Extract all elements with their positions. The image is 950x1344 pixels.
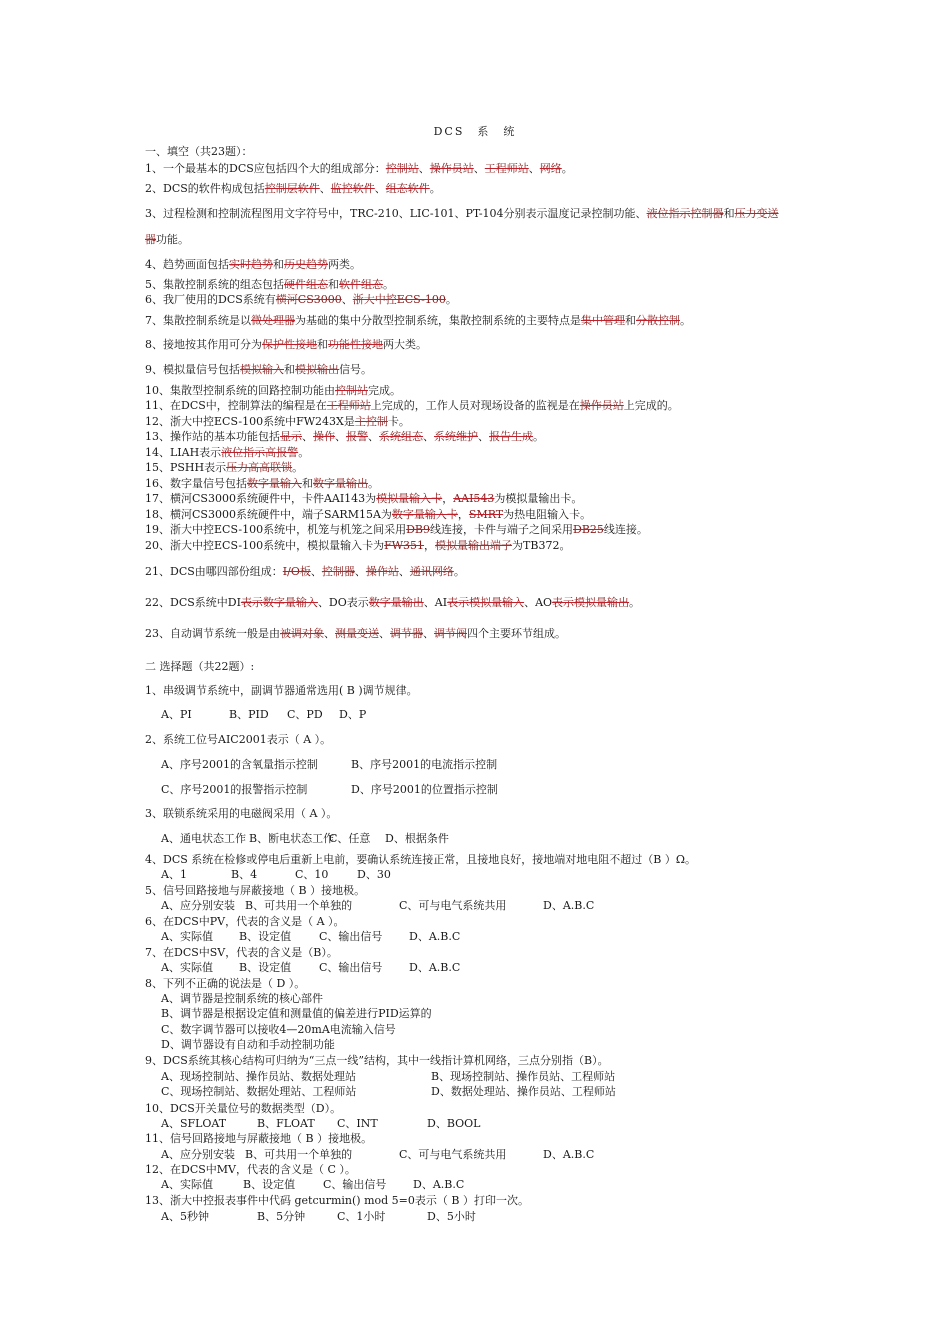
fill-question <box>145 383 845 398</box>
option-text: D、5小时 <box>427 1210 476 1223</box>
option-text: C、输出信号 <box>319 961 383 974</box>
question-number: 2 <box>145 182 152 195</box>
question-number: 15 <box>145 461 159 474</box>
question-text: 、在DCS中，控制算法的编程是在 <box>159 399 327 412</box>
question-text: 、横河CS3000系统硬件中，端子SARM15A为 <box>159 508 392 521</box>
fill-question <box>145 522 845 537</box>
question-number: 5 <box>145 278 152 291</box>
choice-question <box>145 1193 845 1208</box>
question-text: 。 <box>561 162 573 175</box>
option-text: C、输出信号 <box>319 930 383 943</box>
choice-question <box>145 683 845 698</box>
question-text: 、集散型控制系统的回路控制功能由 <box>159 384 335 397</box>
question-text: 、DCS系统中DI <box>159 596 241 609</box>
answer-text: 被调对象 <box>280 627 324 640</box>
fill-question <box>145 277 845 292</box>
question-text: 。 <box>453 565 465 578</box>
fill-question <box>145 445 845 460</box>
answer-text: 微处理器 <box>251 314 295 327</box>
choice-question <box>145 1101 845 1116</box>
answer-text: 模拟输入 <box>240 363 284 376</box>
question-number: 13 <box>145 430 159 443</box>
answer-text: 通讯网络 <box>409 565 454 578</box>
page-title: DCS 系 统 <box>433 125 517 138</box>
question-text: 、AI <box>423 596 448 609</box>
question-text: 12、在DCS中MV，代表的含义是（ C ）。 <box>145 1163 356 1176</box>
option-text: A、应分别安装 <box>161 899 235 912</box>
question-text: 、趋势画面包括 <box>152 258 229 271</box>
choice-question <box>145 914 845 929</box>
answer-text: 压力高高联锁 <box>226 461 293 474</box>
answer-text: 压力变送 <box>734 207 779 220</box>
option-text: B、5分钟 <box>257 1210 306 1223</box>
fill-question <box>145 414 845 429</box>
question-text: 卡。 <box>387 415 410 428</box>
question-text: 2、系统工位号AIC2001表示（ A ）。 <box>145 733 332 746</box>
option-text: B、可共用一个单独的 <box>245 899 353 912</box>
question-text: 为模拟量输出卡。 <box>494 492 583 505</box>
option-text: B、现场控制站、操作员站、工程师站 <box>431 1070 616 1083</box>
answer-text: DB9 <box>406 523 431 536</box>
option-text: D、P <box>339 708 367 721</box>
question-text: 、 <box>478 430 489 443</box>
question-text: 和 <box>273 258 284 271</box>
question-number: 4 <box>145 258 152 271</box>
answer-text: 实时趋势 <box>229 258 273 271</box>
question-number: 9 <box>145 363 152 376</box>
question-text: 、DCS的软件构成包括 <box>152 182 265 195</box>
question-text: 4、DCS 系统在检修或停电后重新上电前，要确认系统连接正常，且接地良好，接地端对地电阻不超过（B ）Ω。 <box>145 853 696 866</box>
answer-text: 表示模拟量输出 <box>552 596 630 609</box>
section-heading-text: 一、填空（共23题）： <box>145 145 253 158</box>
answer-text: 控制器 <box>321 565 355 578</box>
question-text: 、过程检测和控制流程图用文字符号中，TRC-210、LIC-101、PT-104分别表示温度记录控制功能、 <box>152 207 647 220</box>
question-text: 为TB372。 <box>512 539 571 552</box>
question-text: 5、信号回路接地与屏蔽接地（ B ）接地极。 <box>145 884 366 897</box>
option-text: C、1小时 <box>337 1210 386 1223</box>
option-text: D、A.B.C <box>409 961 461 974</box>
question-text: ， <box>442 492 454 505</box>
answer-text: 保护性接地 <box>262 338 317 351</box>
answer-text: 数字量输入 <box>247 477 302 490</box>
question-text: 。 <box>445 293 457 306</box>
question-text: 、 <box>528 162 540 175</box>
question-text: 。 <box>383 278 394 291</box>
question-number: 16 <box>145 477 159 490</box>
question-text: 和 <box>723 207 735 220</box>
option-text: A、实际值 <box>161 1178 213 1191</box>
answer-text: 表示模拟量输入 <box>447 596 525 609</box>
option-text: C、任意 <box>329 832 371 845</box>
option-text: C、可与电气系统共用 <box>399 899 507 912</box>
option-text: A、SFLOAT <box>161 1117 227 1130</box>
choice-question <box>145 976 845 991</box>
question-text: 完成。 <box>368 384 401 397</box>
option-text: B、设定值 <box>239 930 292 943</box>
question-number: 10 <box>145 384 159 397</box>
answer-text: 系统维护 <box>434 430 478 443</box>
question-text: 。 <box>298 446 310 459</box>
question-text: 、数字量信号包括 <box>159 477 247 490</box>
question-number: 23 <box>145 627 159 640</box>
answer-text: 操作 <box>313 430 335 443</box>
question-text: 和 <box>284 363 295 376</box>
choice-question <box>145 732 845 747</box>
option-text: D、调节器设有自动和手动控制功能 <box>161 1038 335 1051</box>
option-text: C、INT <box>337 1117 378 1130</box>
answer-text: 网络 <box>539 162 562 175</box>
section-heading-text: 二 选择题（共22题）: <box>145 660 255 673</box>
answer-text: 工程师站 <box>484 162 529 175</box>
question-text: 和 <box>317 338 328 351</box>
question-text: 11、信号回路接地与屏蔽接地（ B ）接地极。 <box>145 1132 373 1145</box>
answer-text: 浙大中控ECS-100 <box>352 293 446 306</box>
question-text: 1、串级调节系统中，副调节器通常选用( B )调节规律。 <box>145 684 418 697</box>
question-text: 功能。 <box>156 233 189 246</box>
option-text: A、序号2001的含氧量指示控制 <box>161 758 318 771</box>
fill-question <box>145 429 845 444</box>
fill-question <box>145 292 845 307</box>
question-text: ， <box>424 539 436 552</box>
option-text: D、A.B.C <box>413 1178 465 1191</box>
answer-text: 测量变送 <box>335 627 379 640</box>
option-text: D、A.B.C <box>543 899 595 912</box>
question-text: 两大类。 <box>383 338 427 351</box>
fill-question <box>145 595 845 610</box>
question-text: 3、联锁系统采用的电磁阀采用（ A ）。 <box>145 807 338 820</box>
option-text: C、可与电气系统共用 <box>399 1148 507 1161</box>
fill-question <box>145 564 845 579</box>
question-text: 上完成的。 <box>623 399 679 412</box>
option-text: B、PID <box>229 708 269 721</box>
question-text: 、 <box>354 565 366 578</box>
answer-text: 液位指示高报警 <box>221 446 299 459</box>
answer-text: 报警 <box>346 430 368 443</box>
answer-text: 控制站 <box>385 162 419 175</box>
answer-text: 组态软件 <box>385 182 430 195</box>
choice-question <box>145 1131 845 1146</box>
option-text: B、设定值 <box>243 1178 296 1191</box>
question-text: 、 <box>473 162 485 175</box>
question-text: 、 <box>398 565 410 578</box>
answer-text: 控制层软件 <box>264 182 320 195</box>
answer-text: 液位指示控制器 <box>646 207 724 220</box>
choice-question <box>145 852 845 867</box>
question-number: 22 <box>145 596 159 609</box>
question-number: 12 <box>145 415 159 428</box>
choice-question <box>145 945 845 960</box>
option-text: C、10 <box>295 868 329 881</box>
question-text: 为基础的集中分散型控制系统，集散控制系统的主要特点是 <box>295 314 581 327</box>
question-number: 8 <box>145 338 152 351</box>
question-text: 。 <box>429 182 441 195</box>
fill-question <box>145 507 845 522</box>
question-text: 、集散控制系统是以 <box>152 314 251 327</box>
question-text: 。 <box>680 314 691 327</box>
question-text: 。 <box>292 461 304 474</box>
answer-text: 集中管理 <box>581 314 625 327</box>
question-number: 3 <box>145 207 152 220</box>
question-text: 、浙大中控ECS-100系统中，模拟量输入卡为 <box>159 539 385 552</box>
option-text: B、4 <box>231 868 258 881</box>
question-text: 、 <box>374 182 386 195</box>
question-text: 和 <box>625 314 636 327</box>
option-text: C、数字调节器可以接收4—20mA电流输入信号 <box>161 1023 396 1036</box>
question-text: 两类。 <box>328 258 361 271</box>
option-text: A、实际值 <box>161 961 213 974</box>
fill-question <box>145 538 845 553</box>
option-text: D、BOOL <box>427 1117 481 1130</box>
question-text: 为热电阻输入卡。 <box>503 508 592 521</box>
question-text: 、 <box>335 430 346 443</box>
fill-question <box>145 161 845 176</box>
question-text: 、 <box>368 430 379 443</box>
question-number: 1 <box>145 162 152 175</box>
option-text: A、5秒钟 <box>161 1210 209 1223</box>
option-text: B、可共用一个单独的 <box>245 1148 353 1161</box>
question-text: 9、DCS系统其核心结构可归纳为“三点一线”结构，其中一线指计算机网络，三点分别指（B）。 <box>145 1054 609 1067</box>
answer-text: 横河CS3000 <box>275 293 342 306</box>
choice-question <box>145 806 845 821</box>
option-text: A、通电状态工作 <box>161 832 246 845</box>
question-text: ， <box>457 508 469 521</box>
answer-text: 器 <box>145 233 156 246</box>
question-text: 、浙大中控ECS-100系统中，机笼与机笼之间采用 <box>159 523 407 536</box>
fill-section-heading <box>145 144 845 159</box>
fill-question <box>145 362 845 377</box>
answer-text: 模拟量输入卡 <box>376 492 443 505</box>
answer-text: 操作员站 <box>579 399 624 412</box>
question-text: 。 <box>629 596 641 609</box>
choice-question <box>145 1162 845 1177</box>
option-text: D、根据条件 <box>385 832 449 845</box>
option-text: B、序号2001的电流指示控制 <box>351 758 498 771</box>
answer-text: 分散控制 <box>636 314 680 327</box>
choice-question <box>145 883 845 898</box>
answer-text: 模拟输出 <box>295 363 339 376</box>
question-number: 20 <box>145 539 159 552</box>
question-number: 7 <box>145 314 152 327</box>
fill-question <box>145 257 845 272</box>
answer-text: 操作员站 <box>429 162 474 175</box>
fill-question <box>145 476 845 491</box>
fill-question <box>145 206 845 221</box>
question-text: 四个主要环节组成。 <box>467 627 566 640</box>
question-text: 、一个最基本的DCS应包括四个大的组成部分： <box>152 162 386 175</box>
question-text: 、 <box>310 565 322 578</box>
question-text: 、浙大中控ECS-100系统中FW243X是 <box>159 415 355 428</box>
question-text: 、 <box>302 430 313 443</box>
question-text: 、自动调节系统一般是由 <box>159 627 280 640</box>
fill-question <box>145 181 845 196</box>
question-text: 、DCS由哪四部份组成： <box>159 565 283 578</box>
answer-text: 控制站 <box>335 384 368 397</box>
option-text: B、调节器是根据设定值和测量值的偏差进行PID运算的 <box>161 1007 432 1020</box>
question-number: 21 <box>145 565 159 578</box>
answer-text: 调节阀 <box>434 627 467 640</box>
question-text: 、DO表示 <box>317 596 369 609</box>
question-text: 、 <box>418 162 430 175</box>
question-number: 18 <box>145 508 159 521</box>
choice-section-heading <box>145 659 845 674</box>
answer-text: 工程师站 <box>326 399 371 412</box>
question-text: 。 <box>533 430 544 443</box>
option-text: B、FLOAT <box>257 1117 315 1130</box>
question-number: 14 <box>145 446 159 459</box>
option-text: A、实际值 <box>161 930 213 943</box>
question-text: 、 <box>319 182 331 195</box>
question-text: 、我厂使用的DCS系统有 <box>152 293 276 306</box>
question-text: 、操作站的基本功能包括 <box>159 430 280 443</box>
answer-text: 数字量输出 <box>313 477 368 490</box>
answer-text: 功能性接地 <box>328 338 383 351</box>
question-number: 6 <box>145 293 152 306</box>
option-text: C、序号2001的报警指示控制 <box>161 783 308 796</box>
answer-text: FW351 <box>384 539 425 552</box>
question-text: 、接地按其作用可分为 <box>152 338 262 351</box>
question-text: 、集散控制系统的组态包括 <box>152 278 284 291</box>
question-text: 、 <box>379 627 390 640</box>
option-text: D、A.B.C <box>409 930 461 943</box>
answer-text: 数字量输出 <box>368 596 424 609</box>
fill-question <box>145 398 845 413</box>
question-text: 线连接，卡件与端子之间采用 <box>430 523 574 536</box>
question-text: 上完成的，工作人员对现场设备的监视是在 <box>370 399 580 412</box>
answer-text: 数字量输入卡 <box>391 508 458 521</box>
option-text: A、PI <box>161 708 192 721</box>
question-text: 、 <box>423 627 434 640</box>
answer-text: 操作站 <box>365 565 399 578</box>
question-text: 10、DCS开关量位号的数据类型（D）。 <box>145 1102 342 1115</box>
option-text: D、数据处理站、操作员站、工程师站 <box>431 1085 616 1098</box>
question-text: 、横河CS3000系统硬件中，卡件AAI143为 <box>159 492 377 505</box>
option-text: C、现场控制站、数据处理站、工程师站 <box>161 1085 357 1098</box>
answer-text: 显示 <box>280 430 302 443</box>
answer-text: I/O板 <box>282 565 311 578</box>
option-text: D、序号2001的位置指示控制 <box>351 783 498 796</box>
option-text: A、1 <box>161 868 187 881</box>
question-text: 13、浙大中控报表事件中代码 getcurmin() mod 5=0表示（ B ）打印一次。 <box>145 1194 529 1207</box>
option-text: D、30 <box>357 868 391 881</box>
option-text: C、PD <box>287 708 323 721</box>
fill-question <box>145 491 845 506</box>
fill-question <box>145 626 845 641</box>
fill-question <box>145 232 845 247</box>
question-number: 17 <box>145 492 159 505</box>
option-text: C、输出信号 <box>323 1178 387 1191</box>
question-text: 信号。 <box>339 363 372 376</box>
answer-text: SMRT <box>468 508 504 521</box>
question-text: 、 <box>341 293 353 306</box>
question-text: 。 <box>368 477 379 490</box>
question-text: 和 <box>328 278 339 291</box>
option-text: A、调节器是控制系统的核心部件 <box>161 992 323 1005</box>
question-text: 、 <box>423 430 434 443</box>
option-text: B、断电状态工作 <box>249 832 335 845</box>
answer-text: 硬件组态 <box>284 278 328 291</box>
question-text: 、 <box>324 627 335 640</box>
answer-text: 模拟量输出端子 <box>435 539 513 552</box>
question-text: 、模拟量信号包括 <box>152 363 240 376</box>
option-text: A、现场控制站、操作员站、数据处理站 <box>161 1070 356 1083</box>
answer-text: 表示数字量输入 <box>240 596 318 609</box>
question-text: 和 <box>302 477 313 490</box>
question-text: 、LIAH表示 <box>159 446 222 459</box>
option-text: D、A.B.C <box>543 1148 595 1161</box>
question-text: 8、下列不正确的说法是（ D ）。 <box>145 977 306 990</box>
answer-text: 调节器 <box>390 627 423 640</box>
fill-question <box>145 313 845 328</box>
question-number: 11 <box>145 399 159 412</box>
option-text: B、设定值 <box>239 961 292 974</box>
fill-question <box>145 460 845 475</box>
fill-question <box>145 337 845 352</box>
answer-text: 主控制 <box>354 415 388 428</box>
answer-text: 系统组态 <box>379 430 423 443</box>
question-text: 、PSHH表示 <box>159 461 227 474</box>
option-text: A、应分别安装 <box>161 1148 235 1161</box>
answer-text: DB25 <box>573 523 604 536</box>
answer-text: AAI543 <box>453 492 495 505</box>
answer-text: 监控软件 <box>330 182 375 195</box>
question-text: 线连接。 <box>603 523 648 536</box>
question-text: 7、在DCS中SV，代表的含义是（B）。 <box>145 946 338 959</box>
answer-text: 报告生成 <box>489 430 533 443</box>
question-text: 6、在DCS中PV，代表的含义是（ A ）。 <box>145 915 345 928</box>
answer-text: 软件组态 <box>339 278 383 291</box>
choice-question <box>145 1053 845 1068</box>
question-number: 19 <box>145 523 159 536</box>
question-text: 、AO <box>524 596 553 609</box>
answer-text: 历史趋势 <box>284 258 328 271</box>
